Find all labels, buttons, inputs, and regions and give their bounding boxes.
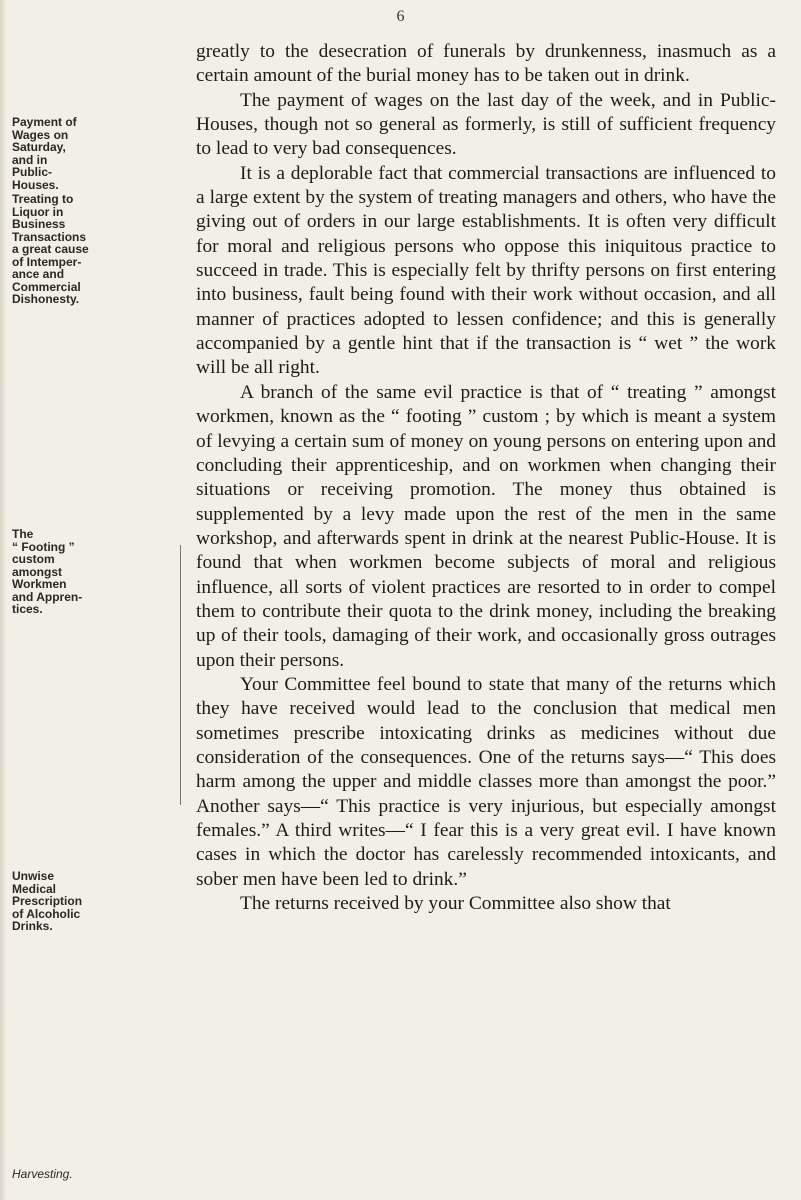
page-number: 6 [396,8,405,25]
paragraph-wages: The payment of wages on the last day of the week, and in Public-Houses, though not so general as formerly, is still of sufficient frequency to lead to very bad consequences. [196,89,776,160]
body-text [196,40,776,916]
page-edge-shadow [0,0,6,1200]
paragraph-footing-custom: A branch of the same evil practice is that of “ treating ” amongst workmen, known as the “ footing ” custom ; by which is meant a system of levying a certain sum of money on young persons on entering upon and concluding their apprenticeship, and on workmen when changing their situations or receiving promotion. The money thus obtained is supplemented by a levy made upon the rest of the men in the same workshop, and afterwards spent in drink at the nearest Public-House. It is found that when workmen become subjects of moral and religious influence, all sorts of violent practices are resorted to in order to compel them to contribute their quota to the drink money, including the breaking up of their tools, damaging of their work, and occasionally gross outrages upon their persons. [196,381,776,671]
paragraph-medical-prescription: Your Committee feel bound to state that many of the returns which they have received would lead to the conclusion that medical men sometimes prescribe intoxicating drinks as medicines without due consideration of the consequences. One of the returns says—“ This does harm among the upper and middle classes more than amongst the poor.” Another says—“ This practice is very injurious, but especially amongst females.” A third writes—“ I fear this is a very great evil. I have known cases in which the doctor has carelessly recommended intoxicants, and sober men have been led to drink.” [196,673,776,890]
margin-note-harvesting: Harvesting. [12,1167,73,1181]
paragraph-funerals-continued: greatly to the desecration of funerals by drunkenness, inasmuch as a certain amount of the burial money has to be taken out in drink. [196,41,776,87]
margin-note-wages: Payment of Wages on Saturday, and in Public- Houses. [12,115,77,192]
paragraph-treating-business: It is a deplorable fact that commercial transactions are influenced to a large extent by the system of treating managers and others, who have the giving out of orders in our large establishments. It is often very difficult for moral and religious persons who oppose this iniquitous practice to succeed in trade. This is especially felt by thrifty persons on first entering into business, fault being found with their work without occasion, and all manner of practices adopted to lessen confidence; and this is generally accompanied by a gentle hint that if the transaction is “ wet ” the work will be all right. [196,162,776,379]
margin-note-footing: The “ Footing ” custom amongst Workmen and Appren- tices. [12,527,83,616]
margin-bracket-line [180,545,181,805]
paragraph-harvesting: The returns received by your Committee also show that [240,893,671,915]
margin-note-medical: Unwise Medical Prescription of Alcoholic Drinks. [12,869,83,933]
margin-note-treating: Treating to Liquor in Business Transactions a great cause of Intemper- ance and Commercial Dishonesty. [12,192,89,306]
